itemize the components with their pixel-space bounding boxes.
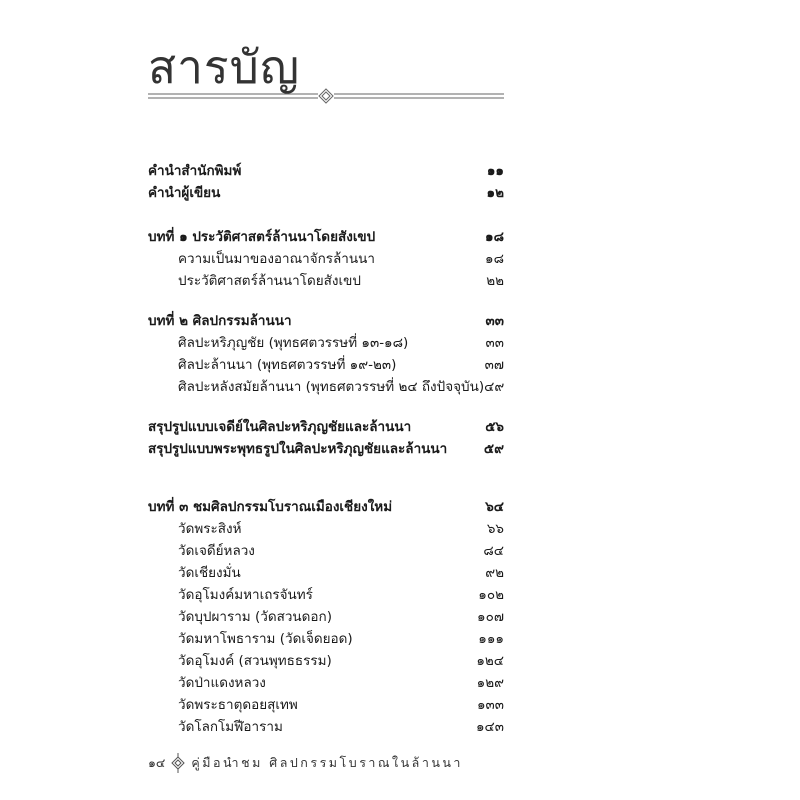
footer-book-title: คู่มือนำชม ศิลปกรรมโบราณในล้านนา [191, 755, 463, 770]
toc-entry-sub [178, 518, 504, 540]
toc-entry-title: บทที่ ๓ ชมศิลปกรรมโบราณเมืองเชียงใหม่ [148, 499, 393, 515]
toc-entry-page: ๕๙ [483, 441, 504, 457]
toc-entry-page: ๙๒ [485, 565, 504, 581]
toc-entry-title: บทที่ ๒ ศิลปกรรมล้านนา [148, 313, 292, 329]
toc-entry-page: ๑๐๗ [477, 609, 504, 625]
toc-entry-title: วัดอุโมงค์มหาเถรจันทร์ [178, 587, 313, 603]
toc-entry-title: สรุปรูปแบบพระพุทธรูปในศิลปะหริภุญชัยและล้านนา [148, 441, 448, 457]
toc-entry-sub [178, 628, 504, 650]
toc-entry-title: วัดพระสิงห์ [178, 521, 242, 537]
toc-entry-title: วัดพระธาตุดอยสุเทพ [178, 697, 298, 713]
toc-entry-sub [178, 248, 504, 270]
toc-entry-page: ๑๔๓ [475, 719, 504, 735]
toc-entry-title: วัดเจดีย์หลวง [178, 543, 255, 559]
toc-entry-title: สรุปรูปแบบเจดีย์ในศิลปะหริภุญชัยและล้านนา [148, 419, 412, 435]
toc-entry-page: ๖๔ [485, 499, 504, 515]
toc-entry-page: ๖๖ [486, 521, 504, 537]
toc-entry-title: บทที่ ๑ ประวัติศาสตร์ล้านนาโดยสังเขป [148, 229, 376, 245]
page-footer [148, 752, 463, 774]
toc-entry-page: ๒๒ [486, 273, 504, 289]
toc-entry-sub [178, 270, 504, 292]
toc-entry-title: ประวัติศาสตร์ล้านนาโดยสังเขป [178, 273, 361, 289]
toc-entry-title: ศิลปะล้านนา (พุทธศตวรรษที่ ๑๙-๒๓) [178, 357, 397, 373]
footer-page-number: ๑๔ [148, 755, 166, 770]
toc-entry-sub [178, 562, 504, 584]
title-divider [148, 88, 504, 104]
page-title: สารบัญ [148, 40, 301, 94]
toc-entry-sub [178, 584, 504, 606]
toc-entry-title: วัดมหาโพธาราม (วัดเจ็ดยอด) [178, 631, 353, 647]
toc-entry-title: ศิลปะหริภุญชัย (พุทธศตวรรษที่ ๑๓-๑๘) [178, 335, 409, 351]
toc-entry-main [148, 496, 504, 518]
toc-entry-page: ๑๒๔ [476, 653, 504, 669]
toc-entry-title: วัดป่าแดงหลวง [178, 675, 266, 691]
toc-entry-sub [178, 716, 504, 738]
toc-entry-title: ศิลปะหลังสมัยล้านนา (พุทธศตวรรษที่ ๒๔ ถึงปัจจุบัน) [178, 379, 485, 395]
toc-entry-page: ๑๘ [485, 251, 504, 267]
toc-entry-sub [178, 672, 504, 694]
toc-entry-main [148, 416, 504, 438]
toc-entry-main [148, 438, 504, 460]
toc-entry-page: ๘๔ [483, 543, 504, 559]
toc-entry-page: ๑๑๑ [478, 631, 504, 647]
toc-entry-main [148, 160, 504, 182]
toc-entry-sub [178, 354, 504, 376]
diamond-ornament-icon [171, 753, 185, 773]
toc-entry-sub [178, 332, 504, 354]
toc-entry-sub [178, 650, 504, 672]
toc-entry-sub [178, 376, 504, 398]
toc-entry-page: ๑๓๓ [476, 697, 504, 713]
toc-entry-title: วัดบุปผาราม (วัดสวนดอก) [178, 609, 332, 625]
toc-entry-page: ๓๓ [485, 335, 504, 351]
toc-entry-title: คำนำผู้เขียน [148, 185, 221, 201]
toc-entry-sub [178, 540, 504, 562]
toc-entry-page: ๑๒ [486, 185, 504, 201]
toc-entry-page: ๓๓ [485, 313, 504, 329]
toc-entry-page: ๔๙ [484, 379, 505, 395]
toc-entry-title: วัดเชียงมั่น [178, 565, 241, 581]
toc-entry-page: ๑๐๒ [478, 587, 504, 603]
toc-entry-sub [178, 694, 504, 716]
toc-entry-page: ๑๘ [485, 229, 504, 245]
toc-entry-page: ๑๒๙ [476, 675, 504, 691]
toc-entry-title: วัดอุโมงค์ (สวนพุทธธรรม) [178, 653, 332, 669]
toc-entry-page: ๕๖ [485, 419, 504, 435]
toc-entry-sub [178, 606, 504, 628]
toc-entry-title: ความเป็นมาของอาณาจักรล้านนา [178, 251, 375, 267]
toc-entry-main [148, 310, 504, 332]
toc-entry-page: ๓๗ [484, 357, 504, 373]
toc-entry-main [148, 182, 504, 204]
toc-entry-title: วัดโลกโมฬีอาราม [178, 719, 283, 735]
toc-entry-page: ๑๑ [486, 163, 504, 179]
toc-entry-title: คำนำสำนักพิมพ์ [148, 163, 242, 179]
toc-entry-main [148, 226, 504, 248]
